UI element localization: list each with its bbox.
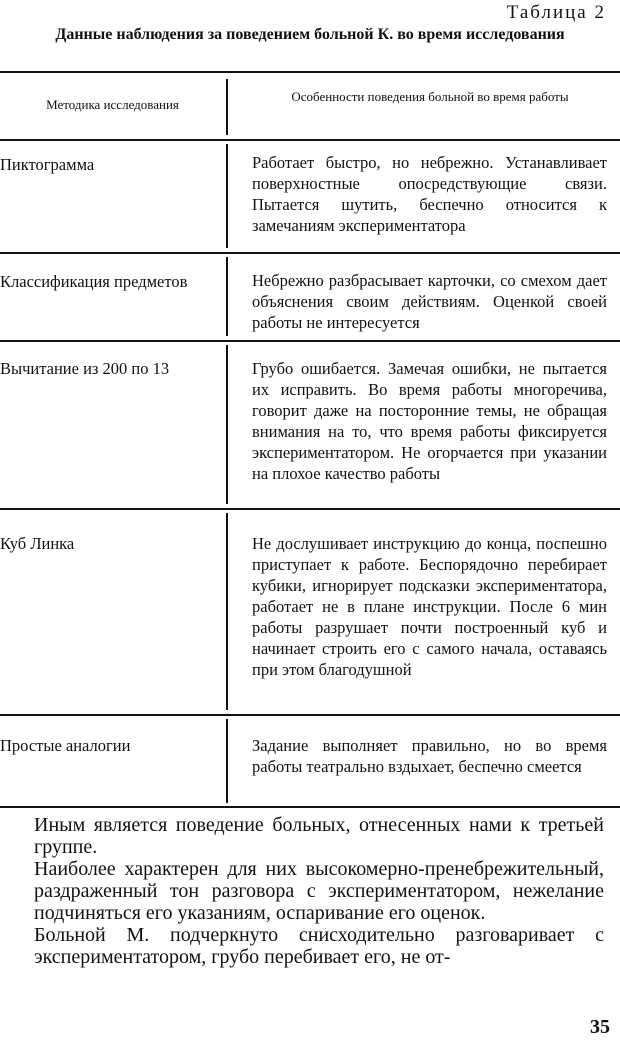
header-bottom-rule xyxy=(0,139,620,141)
row-rule xyxy=(0,252,620,254)
page-number: 35 xyxy=(590,1016,610,1038)
table-bottom-rule xyxy=(0,806,620,808)
row-rule xyxy=(0,714,620,716)
row-rule xyxy=(0,340,620,342)
body-text xyxy=(34,814,604,968)
paragraph: Наиболее характерен для них высокомерно-пренебрежительный, раздраженный тон разговора с экспериментатором, нежелание подчиняться его указаниям, оспаривание его оценок. xyxy=(34,858,604,924)
column-divider xyxy=(226,144,228,248)
row-behavior: Не дослушивает инструкцию до конца, поспешно приступает к работе. Беспорядочно перебирает кубики, игнорирует подсказки экспериментатора, работает не в плане инструкции. После 6 мин работы разрушает почти построенный куб и начинает строить его с самого начала, оставаясь при этом благодушной xyxy=(252,534,607,679)
column-divider xyxy=(226,79,228,135)
table-top-rule xyxy=(0,71,620,73)
row-method: Пиктограмма xyxy=(0,155,95,174)
row-behavior: Грубо ошибается. Замечая ошибки, не пытается их исправить. Во время работы многоречива, говорит даже на посторонние темы, не обращая внимания на то, что время работы фиксируется экспериментатором. Не огорчается при указании на плохое качество работы xyxy=(252,359,607,483)
table-title: Данные наблюдения за поведением больной К. во время исследования xyxy=(55,26,565,43)
row-rule xyxy=(0,508,620,510)
row-behavior: Работает быстро, но небрежно. Устанавливает поверхностные опосредствующие связи. Пытается шутить, беспечно относится к замечаниям экспериментатора xyxy=(252,153,607,235)
column-divider xyxy=(226,513,228,710)
column-divider xyxy=(226,719,228,803)
column-divider xyxy=(226,257,228,336)
column-header-method: Методика исследования xyxy=(46,97,179,112)
row-method: Куб Линка xyxy=(0,534,75,553)
column-divider xyxy=(226,345,228,504)
row-method: Простые аналогии xyxy=(0,736,131,755)
row-method: Вычитание из 200 по 13 xyxy=(0,359,170,378)
paragraph: Больной М. подчеркнуто снисходительно разговаривает с экспериментатором, грубо перебивает его, не от- xyxy=(34,924,604,968)
row-method: Классификация предметов xyxy=(0,272,188,291)
row-behavior: Задание выполняет правильно, но во время работы театрально вздыхает, беспечно смеется xyxy=(252,736,607,776)
row-behavior: Небрежно разбрасывает карточки, со смехом дает объяснения своим действиям. Оценкой своей работы не интересуется xyxy=(252,271,607,332)
paragraph: Иным является поведение больных, отнесенных нами к третьей группе. xyxy=(34,814,604,858)
table-label: Таблица 2 xyxy=(506,2,606,23)
column-header-behavior: Особенности поведения больной во время работы xyxy=(291,89,569,104)
